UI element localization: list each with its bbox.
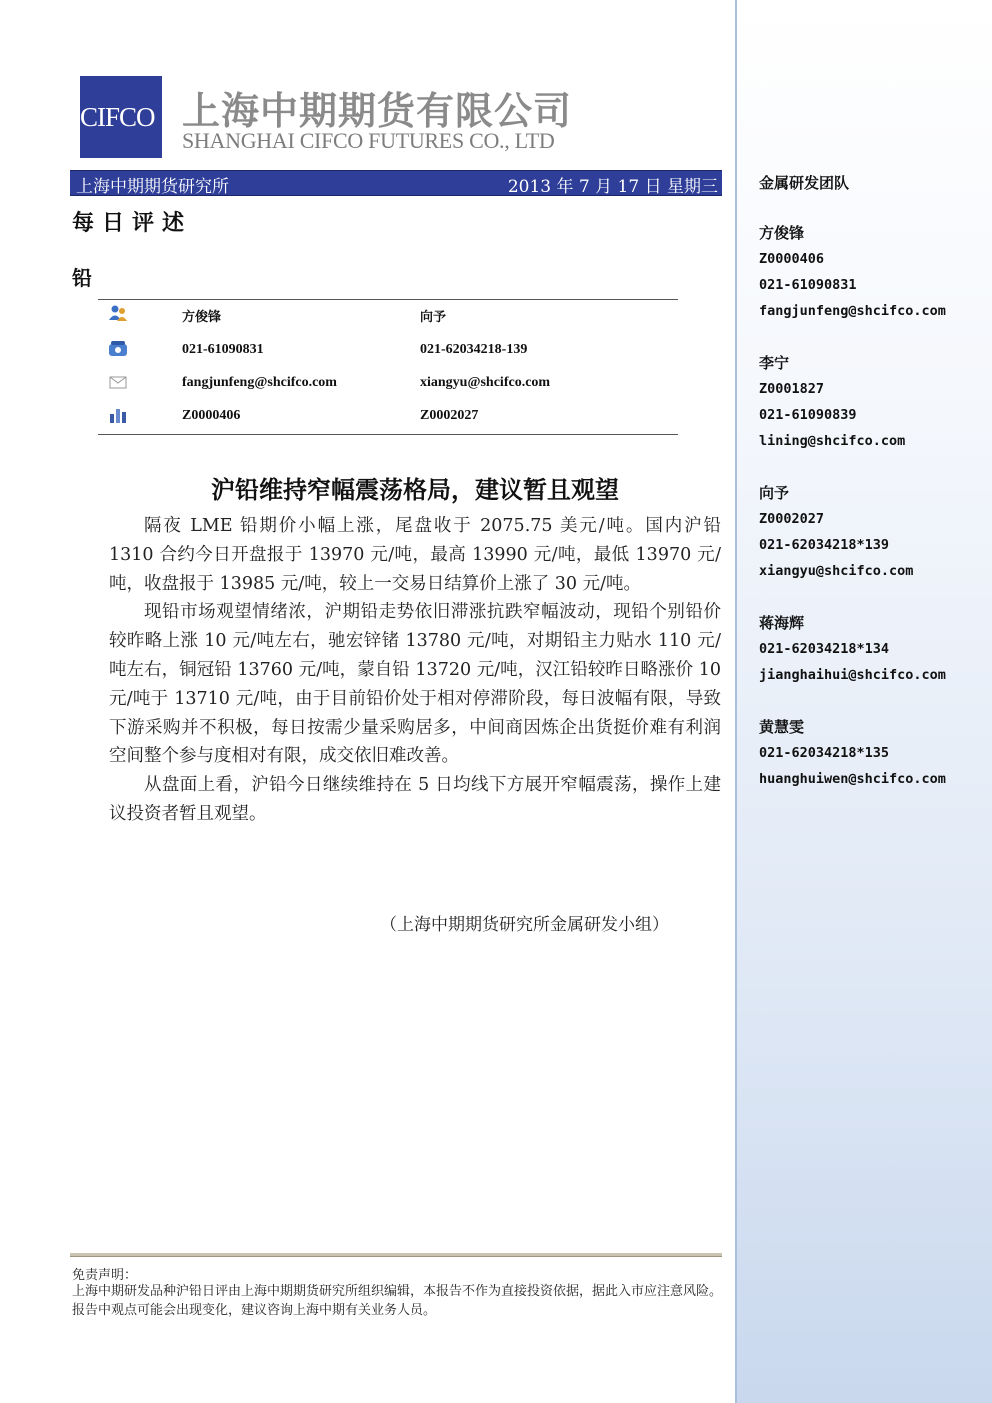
member-email[interactable]: fangjunfeng@shcifco.com [759,303,946,319]
member-phone: 021-62034218*135 [759,745,890,761]
member-phone: 021-62034218*134 [759,641,890,657]
member-email[interactable]: lining@shcifco.com [759,433,906,449]
commodity-label: 铅 [72,266,92,290]
paragraph-2: 现铅市场观望情绪浓，沪期铅走势依旧滞涨抗跌窄幅波动，现铅个别铅价较昨略上涨 10 元/吨左右，驰宏锌锗 13780 元/吨，对期铅主力贴水 110 元/吨左右，铜冠铅 13760 元/吨，蒙自铅 13720 元/吨，汉江铅较昨日略涨价 10 元/吨于 13710 元/吨，由于目前铅价处于相对停滞阶段，每日波幅有限，导致下游采购并不积极，每日按需少量采购居多，中间商因炼企出货挺价难有利润空间整个参与度相对有限，成交依旧难改善。 [109,602,721,767]
contact-row-email [98,373,678,397]
disclaimer-title: 免责声明： [72,1268,138,1283]
article-title: 沪铅维持窄幅震荡格局，建议暂且观望 [211,476,619,504]
article-body [109,512,721,829]
contact-email-2[interactable] [420,375,550,391]
team-member [759,480,989,584]
disclaimer-divider [70,1253,722,1257]
member-email[interactable]: jianghaihui@shcifco.com [759,667,946,683]
team-member [759,610,989,688]
contact-id-1: Z0000406 [182,408,241,423]
team-member [759,714,989,792]
institute-name: 上海中期期货研究所 [76,177,229,197]
team-member [759,350,989,454]
member-name: 黄慧雯 [759,718,805,736]
contact-email-1[interactable] [182,375,337,391]
member-email[interactable]: huanghuiwen@shcifco.com [759,771,946,787]
team-member [759,220,989,324]
member-id: Z0002027 [759,511,825,527]
mail-icon [108,373,128,391]
chart-icon [108,406,128,424]
contact-phone-1: 021-61090831 [182,342,264,357]
team-title: 金属研发团队 [759,174,850,192]
member-phone: 021-62034218*139 [759,537,890,553]
contact-row-phone [98,340,678,364]
member-phone: 021-61090831 [759,277,857,293]
report-date: 2013 年 7 月 17 日 星期三 [507,177,718,197]
header-bar [70,170,722,196]
contact-id-2: Z0002027 [420,408,479,423]
section-title: 每日评述 [72,210,193,236]
logo-text: CIFCO [80,102,155,132]
contact-name-1: 方俊锋 [182,310,222,325]
paragraph-1: 隔夜 LME 铅期价小幅上涨，尾盘收于 2075.75 美元/吨。国内沪铅 1310 合约今日开盘报于 13970 元/吨，最高 13990 元/吨，最低 13970 元/吨，收盘报于 13985 元/吨，较上一交易日结算价上涨了 30 元/吨。 [109,516,721,594]
contact-row-id [98,406,678,430]
member-name: 方俊锋 [759,224,805,242]
member-id: Z0000406 [759,251,825,267]
member-name: 蒋海辉 [759,614,805,632]
sidebar-team [735,0,992,1403]
cifco-logo [80,76,162,158]
contact-email-2-text[interactable]: xiangyu@shcifco.com [420,375,551,390]
member-name: 李宁 [759,354,790,372]
member-id: Z0001827 [759,381,825,397]
member-phone: 021-61090839 [759,407,857,423]
company-name-en: SHANGHAI CIFCO FUTURES CO., LTD [182,128,555,153]
member-name: 向予 [759,484,790,502]
contact-email-1-text[interactable]: fangjunfeng@shcifco.com [182,375,337,390]
paragraph-3: 从盘面上看，沪铅今日继续维持在 5 日均线下方展开窄幅震荡，操作上建议投资者暂且观望。 [109,775,721,824]
company-name-cn: 上海中期期货有限公司 [182,89,573,133]
phone-icon [108,340,128,358]
person-icon [108,304,128,322]
contact-name-2: 向予 [420,310,447,325]
contact-row-name [98,304,678,328]
member-email[interactable]: xiangyu@shcifco.com [759,563,914,579]
article-signature: （上海中期期货研究所金属研发小组） [380,915,669,935]
disclaimer-text: 上海中期研发品种沪铅日评由上海中期期货研究所组织编辑，本报告不作为直接投资依据，据此入市应注意风险。报告中观点可能会出现变化，建议咨询上海中期有关业务人员。 [72,1284,723,1318]
contact-table [98,299,678,435]
contact-phone-2: 021-62034218-139 [420,342,528,357]
